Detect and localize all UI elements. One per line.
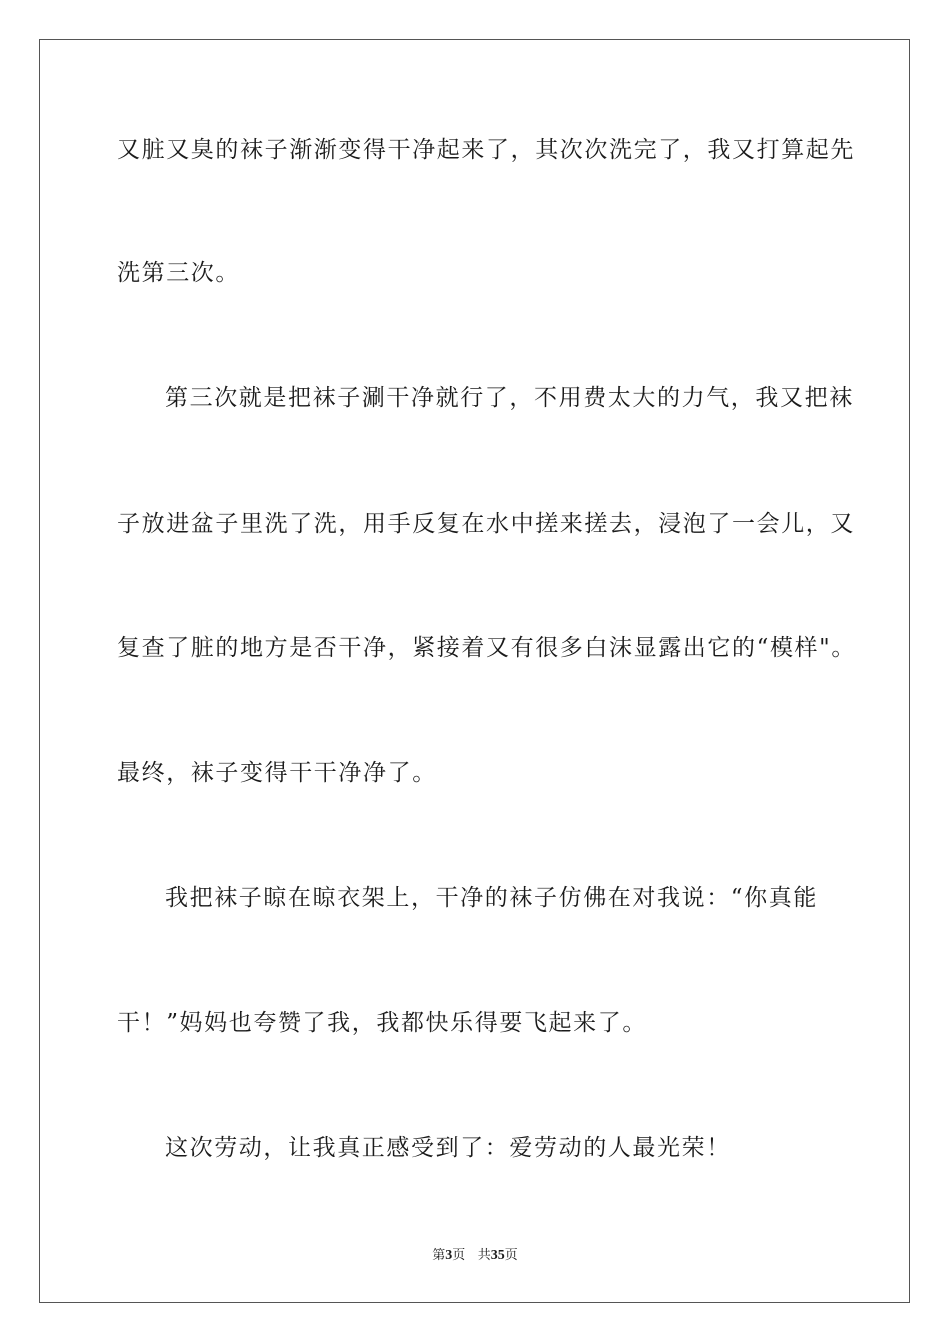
footer-page-suffix: 页 (452, 1248, 466, 1263)
footer-total-pages: 35 (490, 1248, 505, 1263)
footer-page-prefix: 第 (432, 1248, 446, 1263)
footer-total-suffix: 页 (504, 1248, 518, 1263)
page-frame (39, 39, 910, 1303)
footer-total-prefix: 共 (477, 1248, 491, 1263)
footer-page-number: 3 (445, 1248, 453, 1263)
body-line-7: 我把袜子晾在晾衣架上，干净的袜子仿佛在对我说：“你真能 (165, 885, 818, 911)
body-line-4: 子放进盆子里洗了洗，用手反复在水中搓来搓去，浸泡了一会儿，又 (117, 511, 855, 537)
body-line-1: 又脏又臭的袜子渐渐变得干净起来了，其次次洗完了，我又打算起先 (117, 137, 855, 163)
body-line-5: 复查了脏的地方是否干净，紧接着又有很多白沫显露出它的“模样"。 (117, 635, 856, 661)
body-line-8: 干！”妈妈也夸赞了我，我都快乐得要飞起来了。 (117, 1010, 647, 1036)
body-line-9: 这次劳动，让我真正感受到了：爱劳动的人最光荣！ (165, 1135, 731, 1161)
body-line-6: 最终，袜子变得干干净净了。 (117, 760, 437, 786)
body-line-2: 洗第三次。 (117, 260, 240, 286)
page-footer (0, 1247, 950, 1265)
body-line-3: 第三次就是把袜子涮干净就行了，不用费太大的力气，我又把袜 (165, 385, 854, 411)
